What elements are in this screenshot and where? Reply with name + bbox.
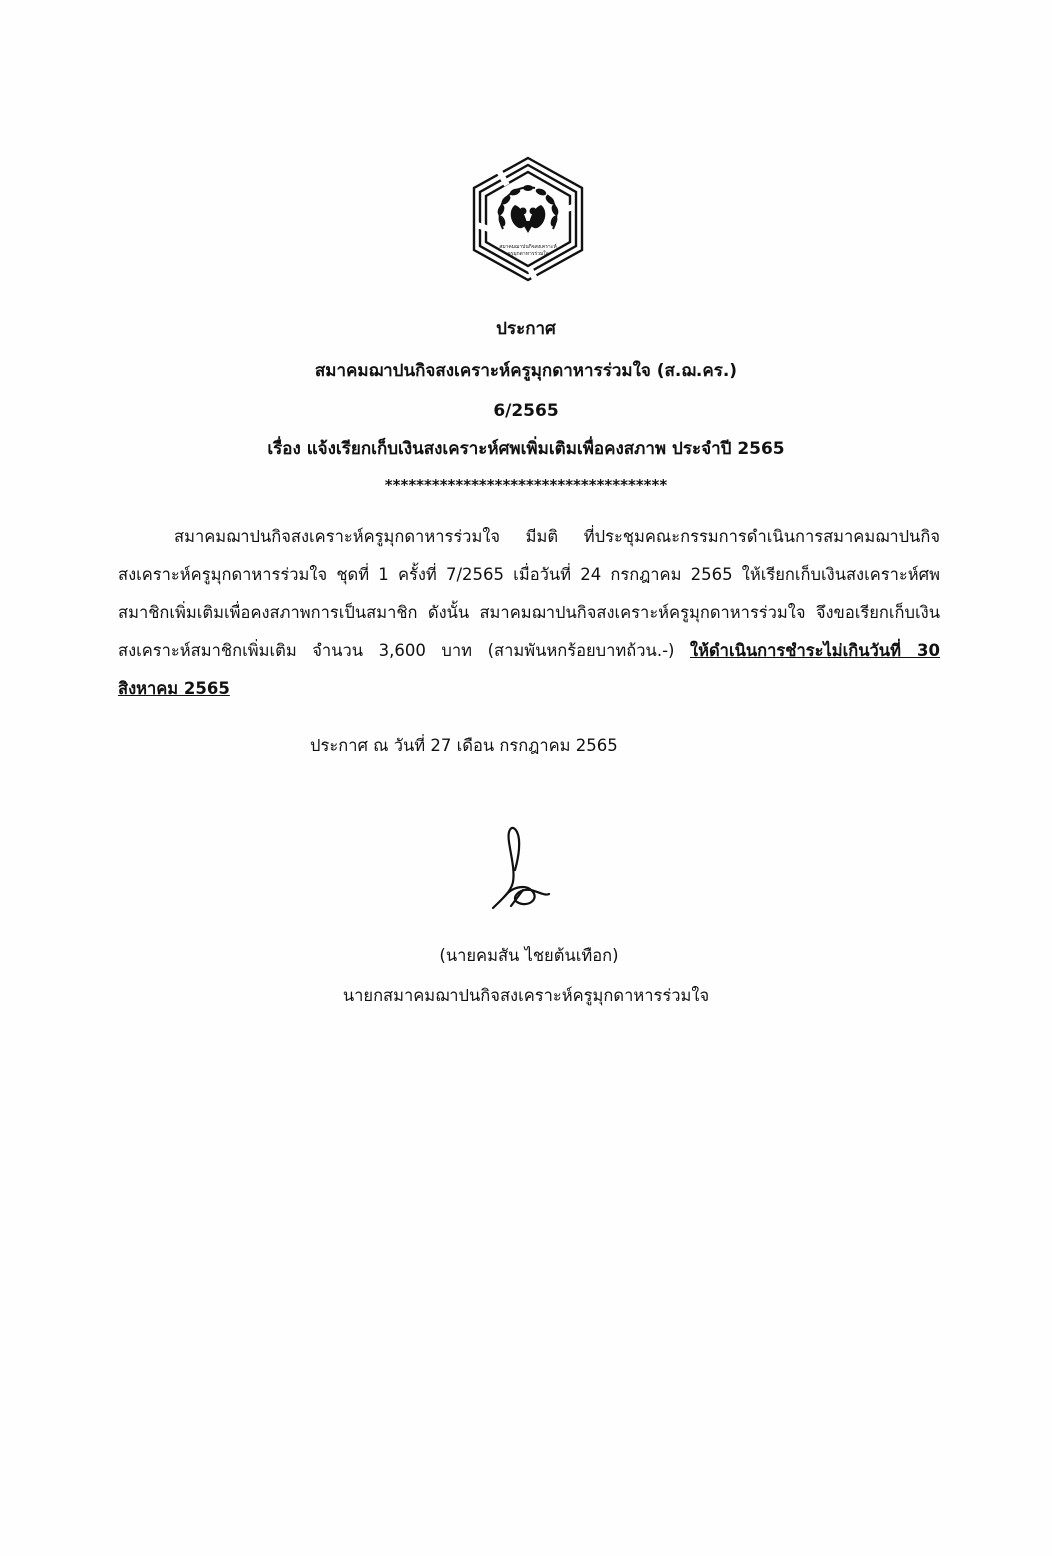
announcement-date: ประกาศ ณ วันที่ 27 เดือน กรกฎาคม 2565 xyxy=(310,736,618,755)
logo-text-line2: ครูมุกดาหารร่วมใจ xyxy=(507,251,549,257)
signer-name: (นายคมสัน ไชยต้นเทือก) xyxy=(439,946,619,965)
association-seal-icon xyxy=(469,155,587,283)
announcement-number: 6/2565 xyxy=(493,401,559,421)
separator-line: ************************************ xyxy=(384,476,668,494)
handwritten-signature-icon xyxy=(483,822,553,918)
signer-title: นายกสมาคมฌาปนกิจสงเคราะห์ครูมุกดาหารร่วมใจ xyxy=(342,986,710,1005)
logo-text-line1: สมาคมฌาปนกิจสงเคราะห์ xyxy=(499,244,557,250)
body-paragraph-text: สมาคมฌาปนกิจสงเคราะห์ครูมุกดาหารร่วมใจ มีมติ ที่ประชุมคณะกรรมการดำเนินการสมาคมฌาปนกิจสงเคราะห์ครูมุกดาหารร่วมใจ ชุดที่ 1 ครั้งที่ 7/2565 เมื่อวันที่ 24 กรกฎาคม 2565 ให้เรียกเก็บเงินสงเคราะห์ศพสมาชิกเพิ่มเติมเพื่อคงสภาพการเป็นสมาชิก ดังนั้น สมาคมฌาปนกิจสงเคราะห์ครูมุกดาหารร่วมใจ จึงขอเรียกเก็บเงินสงเคราะห์สมาชิกเพิ่มเติม จำนวน 3,600 บาท (สามพันหกร้อยบาทถ้วน.-) xyxy=(118,527,940,660)
payment-deadline: ให้ดำเนินการชำระไม่เกินวันที่ 30 สิงหาคม 2565 xyxy=(118,641,940,698)
announcement-title: ประกาศ xyxy=(496,319,556,339)
announcement-subject: เรื่อง แจ้งเรียกเก็บเงินสงเคราะห์ศพเพิ่มเติมเพื่อคงสภาพ ประจำปี 2565 xyxy=(267,439,785,459)
body-paragraph xyxy=(118,518,940,708)
organization-name: สมาคมฌาปนกิจสงเคราะห์ครูมุกดาหารร่วมใจ (ส.ฌ.คร.) xyxy=(314,361,738,381)
